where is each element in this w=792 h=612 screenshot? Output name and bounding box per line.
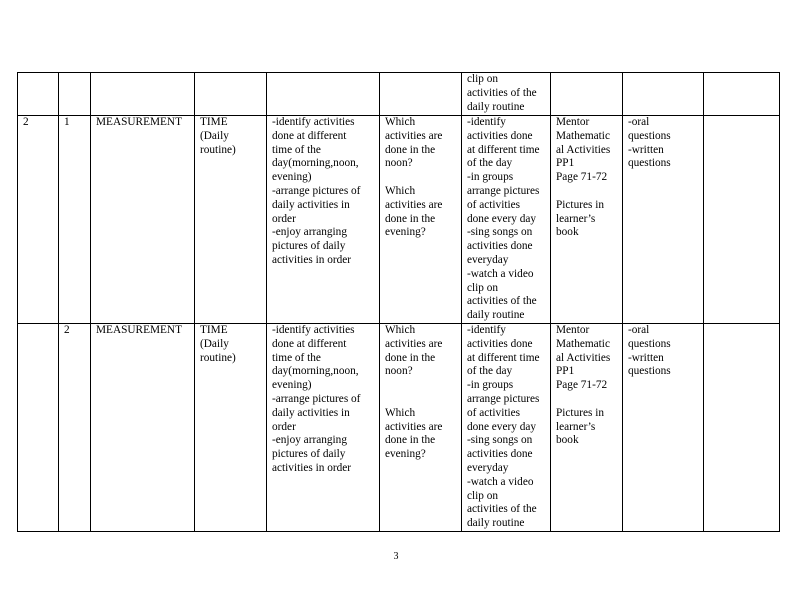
scheme-of-work-table	[17, 72, 780, 532]
cell-lesson	[59, 73, 91, 116]
cell-week	[18, 73, 59, 116]
cell-outcomes	[267, 73, 380, 116]
cell-inquiry	[380, 73, 462, 116]
cell-remarks	[704, 73, 780, 116]
cell-resources: Mentor Mathematic al Activities PP1 Page 71-72 Pictures in learner’s book	[551, 116, 623, 324]
cell-strand: MEASUREMENT	[91, 116, 195, 324]
cell-inquiry: Which activities are done in the noon? Which activities are done in the evening?	[380, 323, 462, 531]
cell-remarks	[704, 323, 780, 531]
cell-week: 2	[18, 116, 59, 324]
cell-sub-strand	[195, 73, 267, 116]
table-row	[18, 323, 780, 531]
cell-strand	[91, 73, 195, 116]
cell-week	[18, 323, 59, 531]
cell-lesson: 2	[59, 323, 91, 531]
cell-strand: MEASUREMENT	[91, 323, 195, 531]
cell-assessment	[623, 73, 704, 116]
cell-remarks	[704, 116, 780, 324]
cell-sub-strand: TIME (Daily routine)	[195, 323, 267, 531]
cell-outcomes: -identify activities done at different time of the day(morning,noon, evening) -arrange pictures of daily activities in order -enjoy arranging pictures of daily activities in order	[267, 116, 380, 324]
cell-assessment: -oral questions -written questions	[623, 116, 704, 324]
cell-resources: Mentor Mathematic al Activities PP1 Page 71-72 Pictures in learner’s book	[551, 323, 623, 531]
cell-lesson: 1	[59, 116, 91, 324]
cell-experiences: -identify activities done at different time of the day -in groups arrange pictures of activities done every day -sing songs on activities done everyday -watch a video clip on activities of the daily routine	[462, 323, 551, 531]
cell-resources	[551, 73, 623, 116]
cell-experiences: clip on activities of the daily routine	[462, 73, 551, 116]
page-number: 3	[393, 551, 399, 562]
cell-experiences: -identify activities done at different time of the day -in groups arrange pictures of activities done every day -sing songs on activities done everyday -watch a video clip on activities of the daily routine	[462, 116, 551, 324]
table-row	[18, 73, 780, 116]
cell-sub-strand: TIME (Daily routine)	[195, 116, 267, 324]
cell-assessment: -oral questions -written questions	[623, 323, 704, 531]
cell-inquiry: Which activities are done in the noon? Which activities are done in the evening?	[380, 116, 462, 324]
cell-outcomes: -identify activities done at different time of the day(morning,noon, evening) -arrange pictures of daily activities in order -enjoy arranging pictures of daily activities in order	[267, 323, 380, 531]
table-row	[18, 116, 780, 324]
